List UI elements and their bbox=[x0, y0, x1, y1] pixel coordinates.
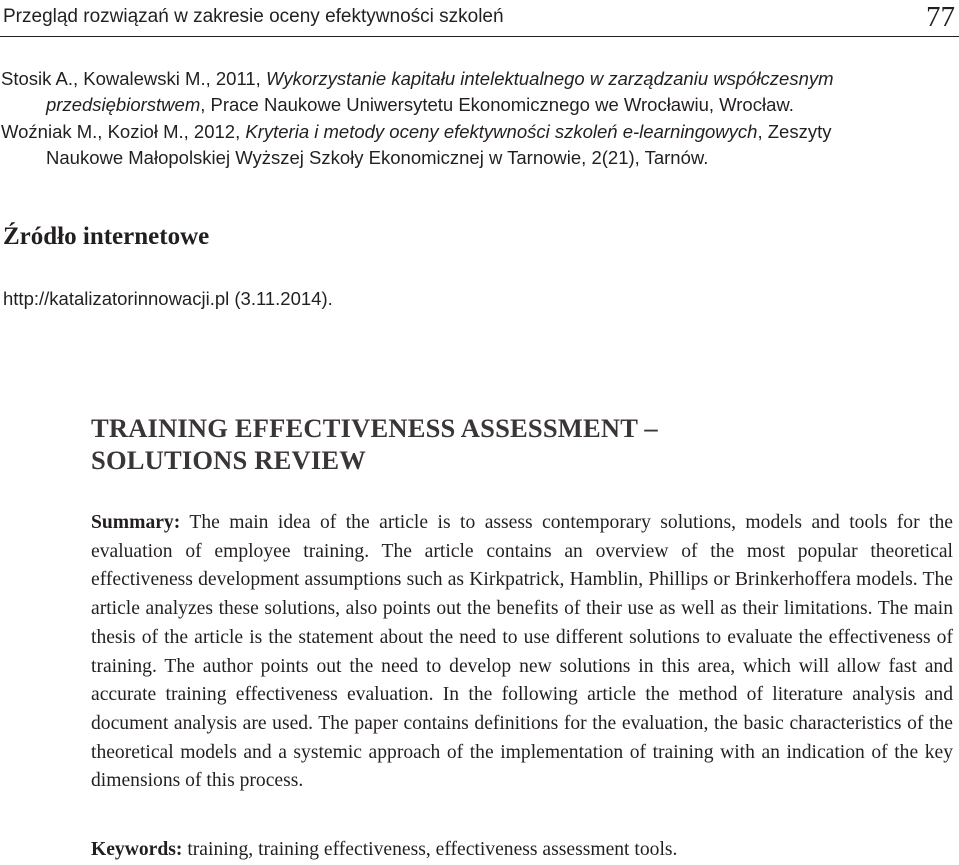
reference-item bbox=[0, 66, 959, 118]
keywords-text: training, training effectiveness, effectiveness assessment tools. bbox=[182, 839, 678, 860]
keywords-label: Keywords: bbox=[91, 839, 183, 860]
reference-line2: Naukowe Małopolskiej Wyższej Szkoły Ekonomicznej w Tarnowie, 2(21), Tarnów. bbox=[46, 147, 709, 168]
internet-source-link[interactable]: http://katalizatorinnowacji.pl (3.11.2014). bbox=[3, 288, 333, 309]
reference-authors: Stosik A., Kowalewski M., 2011, bbox=[1, 68, 266, 89]
summary-text: The main idea of the article is to assess contemporary solutions, models and tools for the evaluation of employee training. The article contains an overview of the most popular theoretical effectiveness development assumptions such as Kirkpatrick, Hamblin, Phillips or Brinkerhoffera models. The article analyzes these solutions, also points out the benefits of their use as well as their limitations. The main thesis of the article is the statement about the need to use different solutions to evaluate the effectiveness of training. The author points out the need to develop new solutions in this area, which will allow fast and accurate training effectiveness evaluation. In the following article the method of literature analysis and document analysis are used. The paper contains definitions for the evaluation, the basic characteristics of the theoretical models and a systemic approach of the implementation of training with an indication of the key dimensions of this process. bbox=[91, 512, 953, 792]
summary-label: Summary: bbox=[91, 512, 181, 533]
reference-title: Wykorzystanie kapitału intelektualnego w zarządzaniu współczesnym bbox=[265, 68, 834, 89]
english-title bbox=[91, 412, 658, 476]
page-number: 77 bbox=[926, 1, 955, 33]
english-title-line2: SOLUTIONS REVIEW bbox=[91, 445, 366, 475]
reference-title-cont: przedsiębiorstwem bbox=[46, 94, 201, 115]
reference-list bbox=[0, 66, 959, 172]
section-heading: Źródło internetowe bbox=[3, 223, 210, 250]
page-header bbox=[0, 0, 959, 37]
summary-paragraph bbox=[91, 509, 953, 796]
english-title-line1: TRAINING EFFECTIVENESS ASSESSMENT – bbox=[91, 413, 658, 443]
reference-source: , Zeszyty bbox=[757, 121, 832, 142]
running-title: Przegląd rozwiązań w zakresie oceny efektywności szkoleń bbox=[3, 6, 504, 27]
keywords-line bbox=[91, 836, 953, 864]
reference-item bbox=[0, 119, 959, 171]
reference-title: Kryteria i metody oceny efektywności szkoleń e-learningowych bbox=[245, 121, 758, 142]
reference-authors: Woźniak M., Kozioł M., 2012, bbox=[1, 121, 246, 142]
reference-source: , Prace Naukowe Uniwersytetu Ekonomicznego we Wrocławiu, Wrocław. bbox=[200, 94, 794, 115]
reference-line2 bbox=[46, 92, 959, 118]
